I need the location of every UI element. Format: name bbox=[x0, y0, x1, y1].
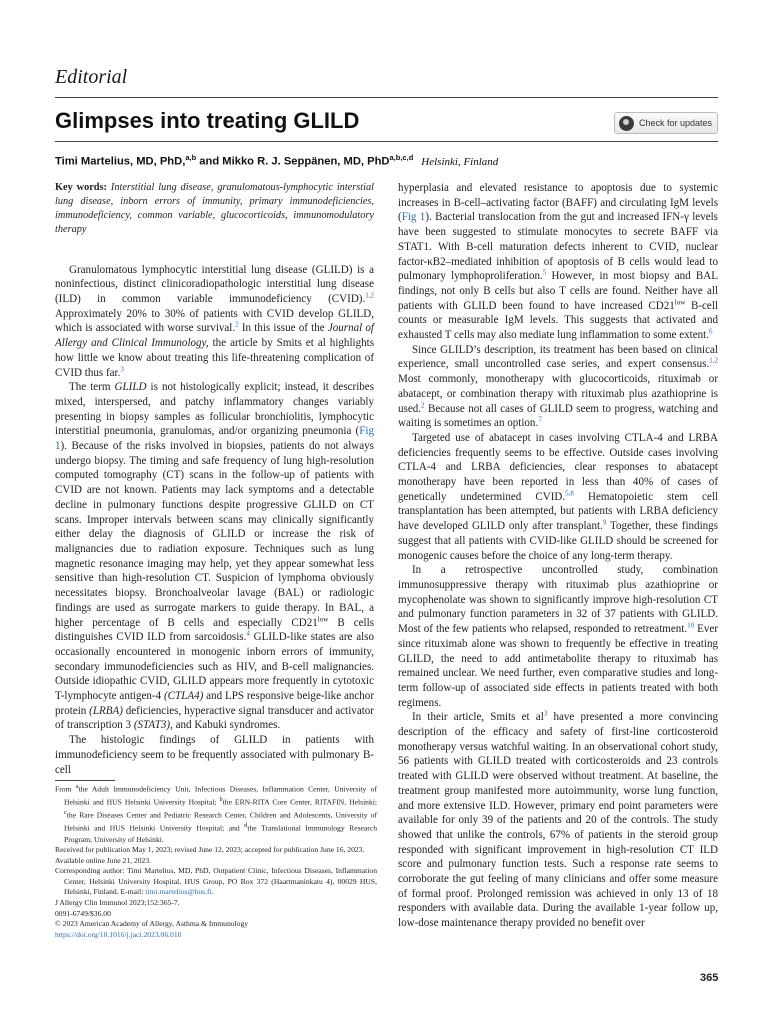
text: Hematopoietic stem cell transplantation has been attempted, but patients with LRBA deficiency have developed GLILD only after transplant. bbox=[398, 490, 718, 533]
keywords bbox=[55, 181, 374, 237]
paragraph-1 bbox=[55, 263, 374, 381]
text: the Rare Diseases Center and Pediatric Research Center, Children and Adolescents, University of Helsinki and HUS Helsinki University Hospital; and bbox=[64, 810, 377, 833]
text: is not histologically explicit; instead, it describes mixed, interspersed, and patchy inflammatory changes variably presenting in biopsy samples as follicular bronchiolitis, lymphocytic interstitial pneumonia, granulomas, and/or organizing pneumonia ( bbox=[55, 381, 374, 438]
issn: 0091-6749/$36.00 bbox=[55, 908, 111, 918]
reference-link[interactable]: 1,2 bbox=[365, 291, 374, 300]
author-location: Helsinki, Finland bbox=[421, 155, 499, 168]
text: Targeted use of abatacept in cases involving CTLA-4 and LRBA deficiencies frequently seems to be effective. Outside cases involving CTLA-4 and LRBA deficiencies, clear responses to abatacept monotherapy have been reported in less than 40% of cases of genetically undetermined CVID. bbox=[398, 431, 718, 503]
author-2-affiliations: a,b,c,d bbox=[389, 153, 414, 162]
affiliations-footnote bbox=[55, 782, 377, 845]
reference-link[interactable]: 5 bbox=[542, 268, 547, 277]
author-2-name: Mikko R. J. Seppänen, MD, PhD bbox=[222, 155, 390, 168]
text: Approximately 20% to 30% of patients with CVID develop GLILD, which is associated with worse survival. bbox=[55, 307, 374, 335]
reference-link[interactable]: 2 bbox=[235, 320, 239, 329]
affiliation-marker: b bbox=[219, 796, 223, 804]
left-column bbox=[55, 181, 374, 777]
text: ). Bacterial translocation from the gut and increased IFN-γ levels have been suggested to stimulate monocytes to secrete BAFF via STAT1. With B-cell maturation defects inherent to CVID, nuclear factor-κB2–mediated inhibition of apoptosis of B cells would lead to pulmonary lymphoproliferation. bbox=[398, 211, 718, 283]
section-label: Editorial bbox=[55, 66, 128, 88]
reference-link[interactable]: 7 bbox=[538, 415, 542, 424]
text: B cells distinguishes CVID ILD from sarcoidosis. bbox=[55, 616, 374, 644]
superscript-low: low bbox=[317, 614, 329, 623]
available-online-footnote: Available online June 21, 2023. bbox=[55, 855, 152, 865]
text: The histologic findings of GLILD in patients with immunodeficiency seem to be frequently associated with pulmonary B-cell bbox=[55, 734, 374, 776]
text: In this issue of the bbox=[238, 322, 328, 335]
superscript-low: low bbox=[674, 297, 686, 306]
text: , and Kabuki syndromes. bbox=[170, 719, 281, 732]
check-updates-icon bbox=[619, 116, 634, 131]
text: and LPS responsive beige-like anchor protein bbox=[55, 690, 375, 717]
affiliation-marker: c bbox=[64, 809, 67, 817]
text: ). Because of the risks involved in biopsies, patients do not always undergo biopsy. The timing and safe frequency of lung high-resolution computed tomography (CT) scans in the follow-up of patients with CVID are not known. Patients may lack symptoms and a detectable decline in pulmonary functions despite progressive GLILD on CT scans. Improper intervals between scans may clinically significantly either delay the diagnosis of GLILD or increase the risk of malignancies due to radiation exposure. Techniques such as lung magnetic resonance imaging may help, yet they appear somewhat less sensitive than high-resolution CT. Suspicion of lymphoma obviously necessitates biopsy. Bronchoalveolar lavage (BAL) or radiologic findings are used as surrogate markers to guide therapy. In BAL, a higher percentage of B cells and especially CD21 bbox=[55, 440, 374, 629]
figure-link[interactable]: Fig 1 bbox=[55, 425, 374, 453]
text: the Translational Immunology Research Program, University of Helsinki. bbox=[64, 823, 377, 844]
reference-link[interactable]: 3 bbox=[543, 709, 548, 718]
text: In their article, Smits et al bbox=[412, 711, 544, 724]
copyright: © 2023 American Academy of Allergy, Asthma & Immunology bbox=[55, 919, 249, 929]
paragraph-6 bbox=[398, 563, 718, 710]
reference-link[interactable]: 2 bbox=[421, 400, 425, 409]
gene-lrba: (LRBA) bbox=[89, 704, 123, 717]
reference-link[interactable]: 6 bbox=[708, 327, 713, 336]
text: From bbox=[55, 784, 76, 794]
paragraph-7 bbox=[398, 710, 718, 931]
check-for-updates-button[interactable] bbox=[614, 112, 718, 134]
keywords-text: Interstitial lung disease, granulomatous-lymphocytic interstial lung disease, inborn errors of immunity, primary immunodeficiencies, immunodeficiency, common variable, glucocorticoids, immunomodulatory therapy bbox=[55, 182, 374, 235]
text: the Adult Immunodeficiency Unit, Infectious Diseases, Inflammation Center, University of Helsinki and HUS Helsinki University Hospital; bbox=[64, 784, 377, 807]
footnote-rule bbox=[55, 780, 115, 781]
text: deficiencies, hyperactive signal transducer and activator of transcription 3 bbox=[55, 704, 374, 732]
page-number: 365 bbox=[700, 972, 719, 984]
text: The term bbox=[69, 381, 115, 394]
text: In a retrospective uncontrolled study, combination immunosuppressive therapy with rituximab plus azathioprine or mycophenolate was shown to significantly improve high-resolution CT and pulmonary function parameters in 32 of 37 patients with GLILD. Most of the few patients who relapsed, responded to retreatment. bbox=[398, 564, 718, 636]
text: Most commonly, monotherapy with glucocorticoids, rituximab or abatacept, or combination therapy with rituximab plus azathioprine is used. bbox=[398, 373, 718, 415]
author-1-name: Timi Martelius, MD, PhD, bbox=[55, 155, 186, 168]
text: the ERN-RITA Core Center, RITAFIN, Helsinki; bbox=[222, 797, 377, 807]
keywords-label: Key words: bbox=[55, 182, 107, 193]
text: . bbox=[211, 887, 214, 897]
gene-stat3: (STAT3) bbox=[133, 719, 171, 732]
paragraph-5 bbox=[398, 431, 718, 563]
text: However, in most biopsy and BAL findings, not only B cells but also T cells are found. Neither have all patients with GLILD been found to have increased CD21 bbox=[398, 270, 718, 312]
affiliation-marker: d bbox=[244, 822, 248, 830]
paragraph-3-continued bbox=[398, 181, 718, 343]
figure-link[interactable]: Fig 1 bbox=[401, 211, 426, 224]
reference-link[interactable]: 5,8 bbox=[565, 489, 574, 498]
text: Because not all cases of GLILD seem to progress, watching and waiting is sometimes an option. bbox=[398, 402, 718, 430]
author-1-affiliations: a,b bbox=[185, 153, 197, 162]
reference-link[interactable]: 10 bbox=[687, 621, 695, 630]
paragraph-3-start bbox=[55, 733, 374, 777]
reference-link[interactable]: 1,2 bbox=[709, 356, 718, 365]
corresponding-author-footnote bbox=[55, 866, 377, 898]
title-rule bbox=[55, 141, 718, 142]
right-column bbox=[398, 181, 718, 931]
text: Granulomatous lymphocytic interstitial lung disease (GLILD) is a noninfectious, distinct clinicoradiopathologic interstitial lung disease (ILD) in common variable immunodeficiency (CVID). bbox=[55, 263, 374, 306]
journal-name: Journal of Allergy and Clinical Immunology, bbox=[55, 322, 374, 350]
paragraph-2 bbox=[55, 380, 374, 733]
affiliation-marker: a bbox=[75, 783, 79, 790]
footnotes bbox=[55, 782, 377, 940]
term-glild: GLILD bbox=[114, 381, 147, 394]
text: Ever since rituximab alone was shown to frequently be effective in treating GLILD, the need to add antimetabolite therapy to rituximab has remained unclear. We need further, even comparative studies and long-term follow-up of associated side effects in patients treated with both regimens. bbox=[398, 623, 718, 709]
author-line bbox=[55, 153, 498, 168]
gene-ctla4: (CTLA4) bbox=[164, 690, 204, 703]
received-footnote: Received for publication May 1, 2023; revised June 12, 2023; accepted for publication June 16, 2023. bbox=[55, 845, 365, 855]
text: hyperplasia and elevated resistance to apoptosis due to systemic increases in B-cell–activating factor (BAFF) and circulating IgM levels ( bbox=[398, 182, 718, 224]
journal-citation: J Allergy Clin Immunol 2023;152:365-7. bbox=[55, 898, 180, 908]
text: Together, these findings suggest that all patients with CVID-like GLILD should be screened for monogenic causes before the choice of any long-term therapy. bbox=[398, 520, 718, 562]
reference-link[interactable]: 9 bbox=[602, 518, 607, 527]
header-rule bbox=[55, 97, 718, 98]
reference-link[interactable]: 3 bbox=[120, 364, 124, 373]
text: GLILD-like states are also occasionally encountered in monogenic inborn errors of immunity, secondary immunodeficiencies such as HIV, and B-cell malignancies. Outside idiopathic CVID, GLILD appears more frequently in cytotoxic T-lymphocyte antigen-4 bbox=[55, 631, 374, 703]
text: the article by Smits et al highlights how little we know about treating this life-threatening complication of CVID thus far. bbox=[55, 337, 374, 379]
reference-link[interactable]: 4 bbox=[246, 629, 250, 638]
check-updates-label: Check for updates bbox=[639, 118, 713, 128]
text: Corresponding author: Timi Martelius, MD, PhD, Outpatient Clinic, Infectious Diseases, Inflammation Center, Helsinki University Hospital, HUS Group, PO Box 372 (Haartmaninkatu 4), 00029 HUS, Helsinki, Finland. E-mail: bbox=[55, 866, 377, 897]
article-title: Glimpses into treating GLILD bbox=[55, 108, 360, 133]
doi-link[interactable]: https://doi.org/10.1016/j.jaci.2023.06.010 bbox=[55, 929, 182, 939]
text: Since GLILD’s description, its treatment has been based on clinical experience, small uncontrolled case series, and expert consensus. bbox=[398, 343, 718, 371]
text: have presented a more convincing description of the efficacy and safety of first-line corticosteroid monotherapy versus watchful waiting. In an observational cohort study, 56 patients with GLILD treated with corticosteroids and 23 controls treated with GLILD were observed without treatment. At baseline, the treatment group manifested more autoimmunity, worse lung function, and more extensive ILD. However, primary end point parameters were available for only 39 of the patients and 20 of the controls. The study showed that unlike the controls, 67% of patients in the steroid group responded with significant improvement in high-resolution CT ILD score and pulmonary function tests. Such a response rate seems to corroborate the gut feeling of many clinicians and offer some measure of formal proof. Prolonged remission was achieved in only 13 of 18 responders with available data. During the available 1-year follow up, low-dose maintenance therapy provided no benefit over bbox=[398, 711, 718, 930]
paragraph-4 bbox=[398, 343, 718, 431]
text: B-cell counts or measurable IgM levels. This suggests that activated and exhausted T cells may also mediate lung inflammation to some extent. bbox=[398, 299, 718, 342]
author-conjunction: and bbox=[196, 155, 223, 168]
email-link[interactable]: timi.martelius@hus.fi bbox=[145, 887, 212, 897]
doi-footnote bbox=[55, 930, 377, 941]
